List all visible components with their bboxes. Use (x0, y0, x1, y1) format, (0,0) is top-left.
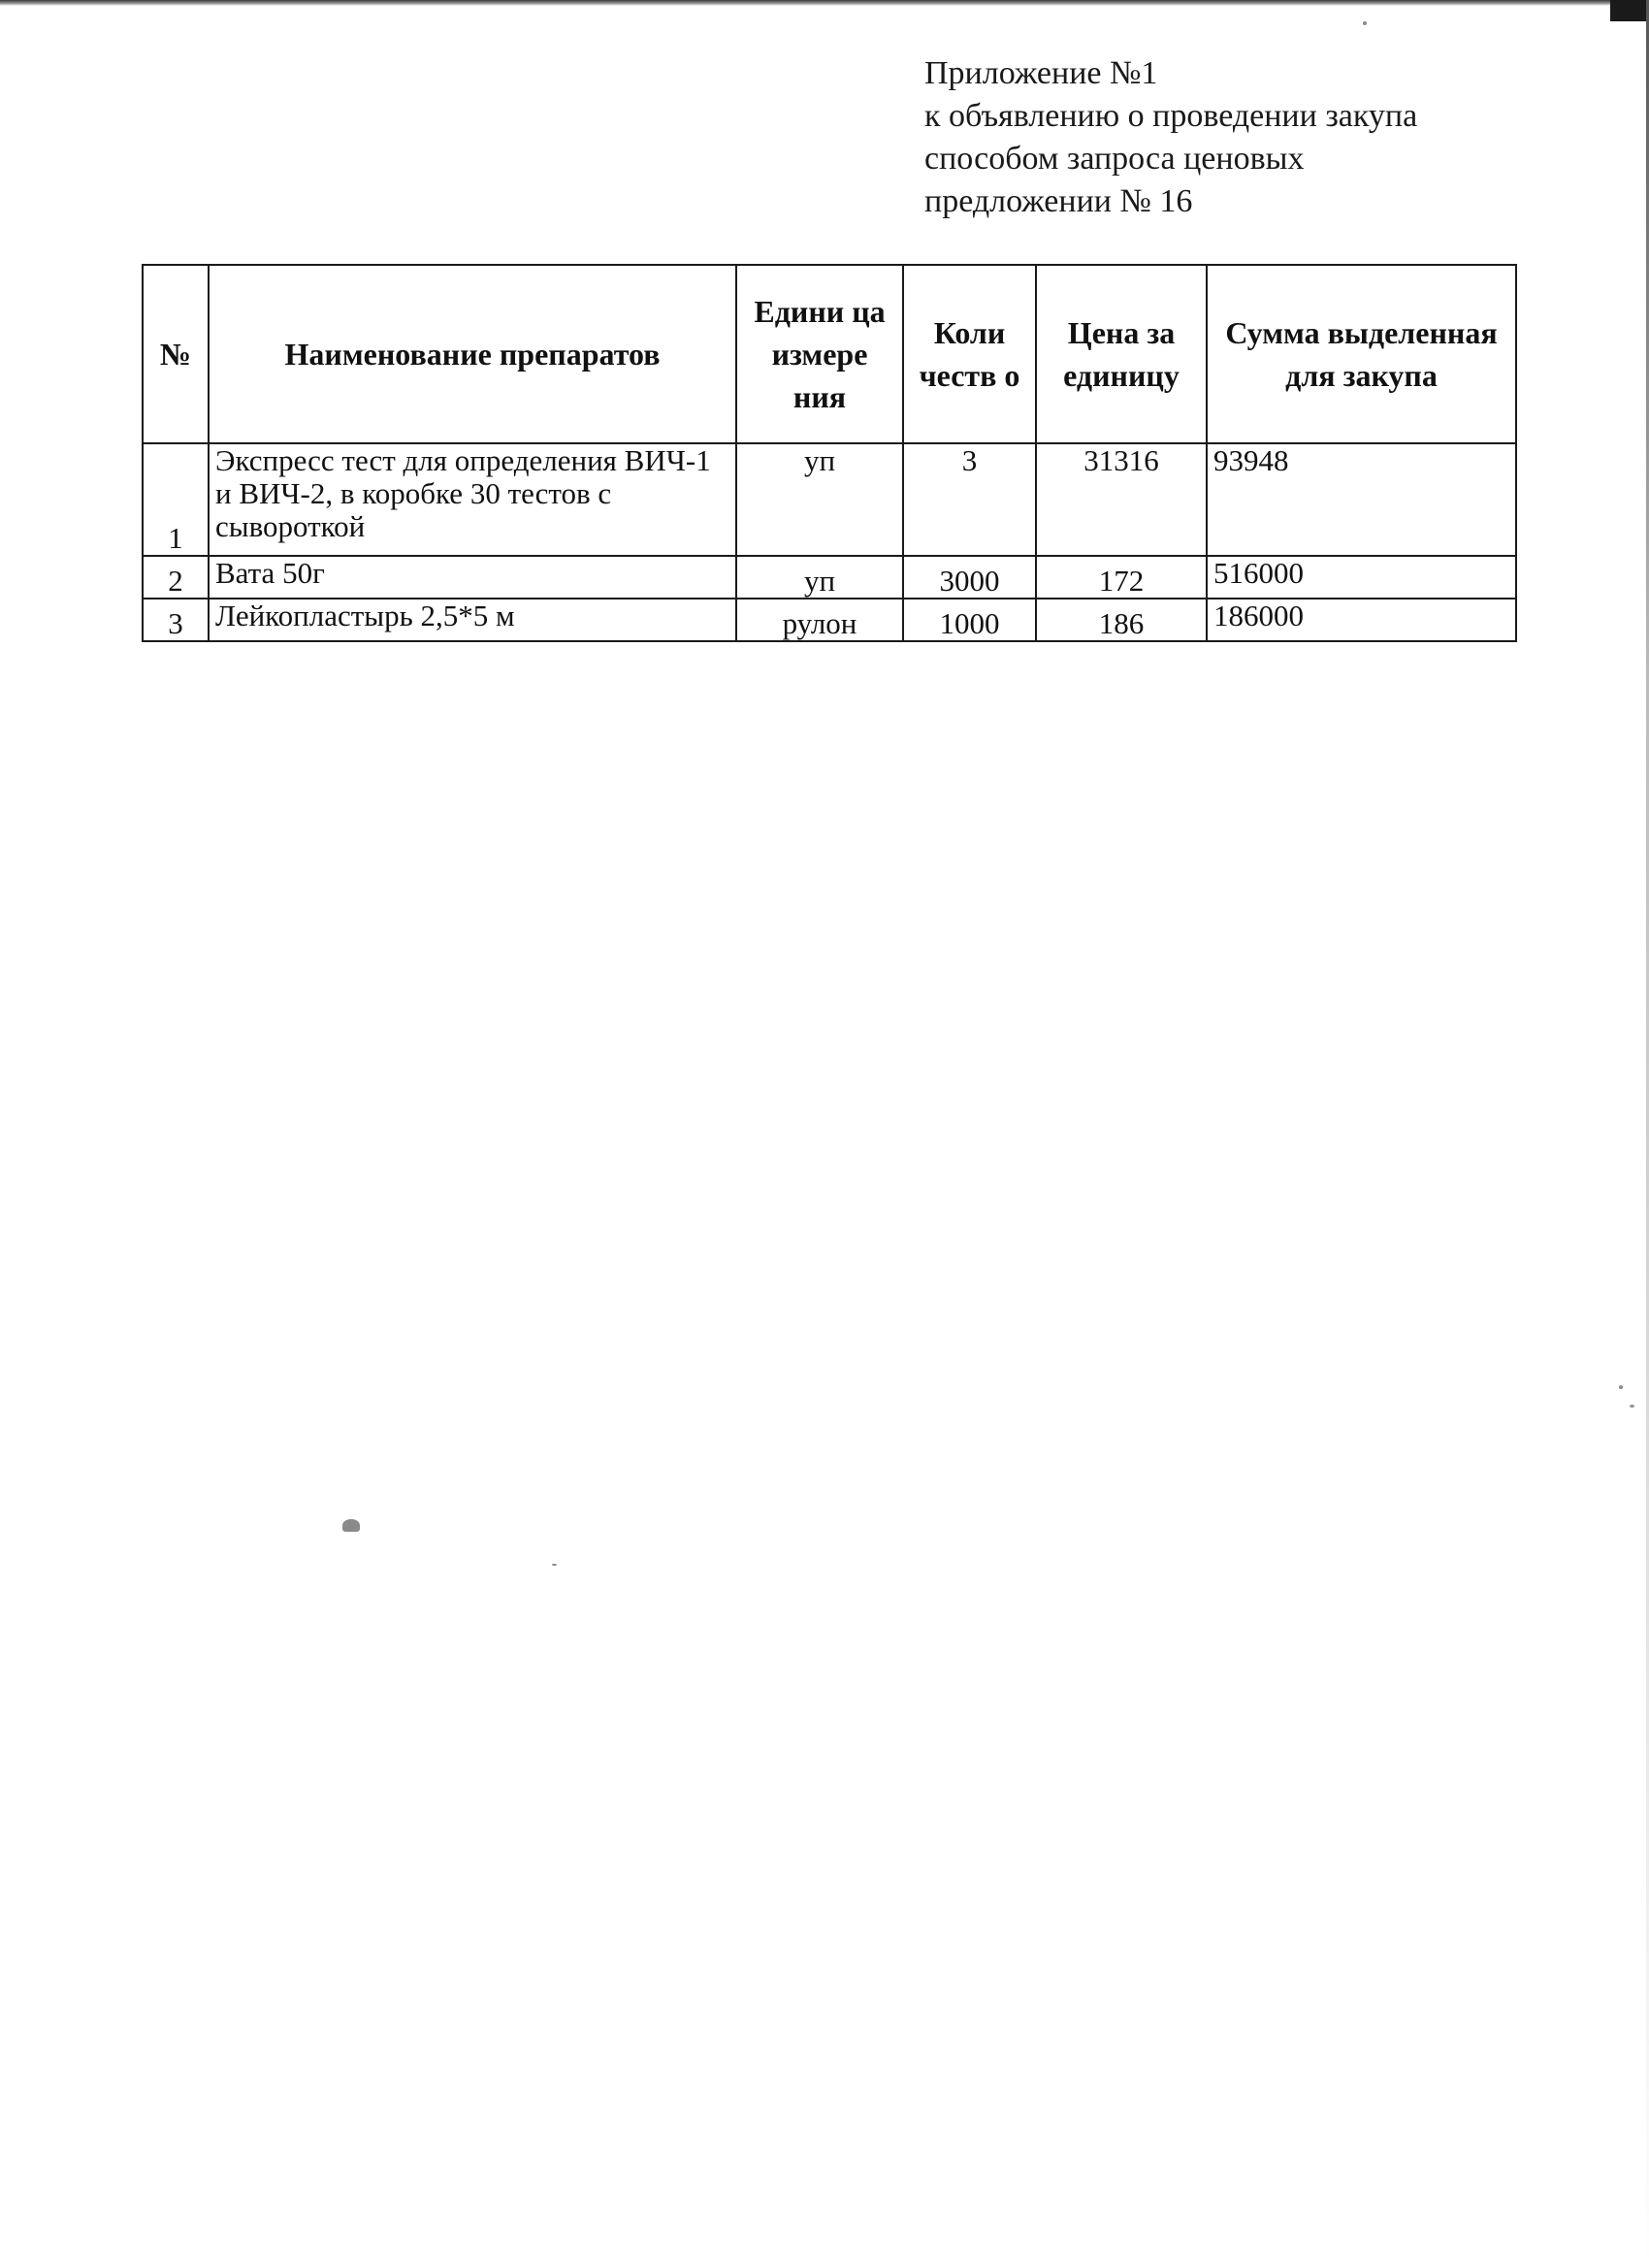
cell-name: Экспресс тест для определения ВИЧ-1 и ВИЧ-2, в коробке 30 тестов с сывороткой (209, 443, 736, 556)
cell-qty: 3 (903, 443, 1036, 556)
scan-corner-mark (1610, 0, 1649, 21)
cell-name: Лейкопластырь 2,5*5 м (209, 599, 736, 641)
scan-speck (1630, 1405, 1634, 1408)
header-price: Цена за единицу (1036, 265, 1207, 443)
cell-num: 1 (143, 443, 209, 556)
cell-price: 186 (1036, 599, 1207, 641)
table-header-row (143, 265, 1516, 443)
annex-line: предложении № 16 (924, 183, 1193, 219)
header-unit: Едини ца измере ния (736, 265, 903, 443)
scan-speck (552, 1564, 557, 1566)
cell-qty: 3000 (903, 556, 1036, 599)
cell-num: 3 (143, 599, 209, 641)
scan-speck (1619, 1385, 1623, 1389)
cell-price: 172 (1036, 556, 1207, 599)
cell-unit: уп (736, 556, 903, 599)
cell-sum: 93948 (1207, 443, 1516, 556)
cell-unit: уп (736, 443, 903, 556)
header-num: № (143, 265, 209, 443)
table-row (143, 556, 1516, 599)
annex-line: к объявлению о проведении закупа (924, 98, 1418, 134)
scan-speck (1363, 21, 1367, 25)
header-sum: Сумма выделенная для закупа (1207, 265, 1516, 443)
cell-unit: рулон (736, 599, 903, 641)
annex-line: способом запроса ценовых (924, 141, 1305, 177)
table-row (143, 443, 1516, 556)
scan-speck (342, 1519, 360, 1532)
scan-edge-top (0, 0, 1649, 6)
table-row (143, 599, 1516, 641)
cell-name: Вата 50г (209, 556, 736, 599)
cell-price: 31316 (1036, 443, 1207, 556)
cell-num: 2 (143, 556, 209, 599)
cell-sum: 516000 (1207, 556, 1516, 599)
procurement-table (142, 264, 1517, 642)
cell-qty: 1000 (903, 599, 1036, 641)
annex-title: Приложение №1 (924, 55, 1158, 91)
cell-sum: 186000 (1207, 599, 1516, 641)
header-name: Наименование препаратов (209, 265, 736, 443)
header-qty: Коли честв о (903, 265, 1036, 443)
annex-header (924, 52, 1545, 223)
